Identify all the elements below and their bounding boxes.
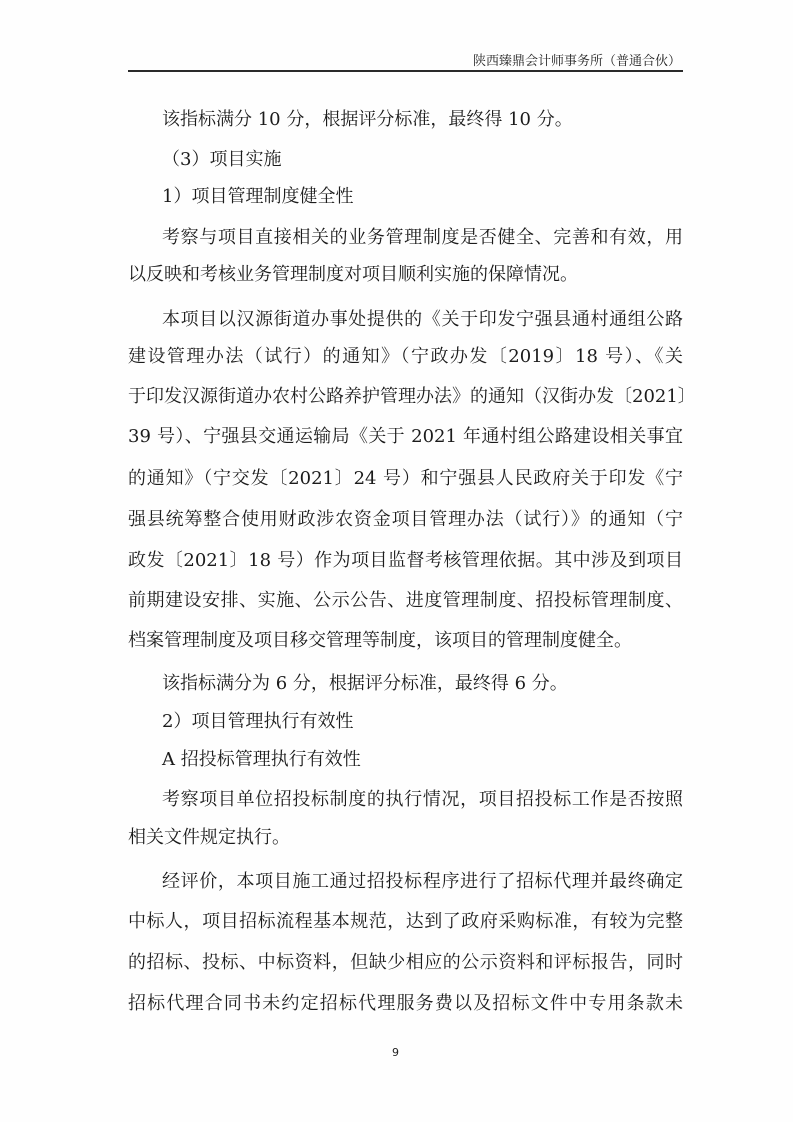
header-rule (128, 70, 683, 72)
text-line: 相关文件规定执行。 (128, 827, 290, 848)
text-line: 该指标满分 10 分，根据评分标准，最终得 10 分。 (162, 109, 573, 130)
text-line: 政发〔2021〕18 号）作为项目监督考核管理依据。其中涉及到项目 (128, 550, 683, 571)
header-firm-name: 陕西臻鼎会计师事务所（普通合伙） (472, 54, 681, 69)
page-number: 9 (392, 1046, 399, 1059)
text-line: 1）项目管理制度健全性 (162, 186, 354, 207)
text-line: 以反映和考核业务管理制度对项目顺利实施的保障情况。 (128, 264, 578, 285)
text-line: 的通知》（宁交发〔2021〕24 号）和宁强县人民政府关于印发《宁 (128, 468, 683, 489)
text-line: A 招投标管理执行有效性 (162, 749, 361, 770)
text-line: 2）项目管理执行有效性 (162, 711, 354, 732)
text-line: 强县统筹整合使用财政涉农资金项目管理办法（试行）》的通知（宁 (128, 509, 683, 530)
text-line: 该指标满分为 6 分，根据评分标准，最终得 6 分。 (162, 673, 568, 694)
text-line: 的招标、投标、中标资料，但缺少相应的公示资料和评标报告，同时 (128, 952, 683, 973)
text-line: 于印发汉源街道办农村公路养护管理办法》的通知（汉街办发〔2021〕 (128, 386, 696, 407)
text-line: 经评价，本项目施工通过招投标程序进行了招标代理并最终确定 (162, 871, 683, 892)
text-line: 招标代理合同书未约定招标代理服务费以及招标文件中专用条款未 (128, 993, 683, 1014)
text-line: 前期建设安排、实施、公示公告、进度管理制度、招投标管理制度、 (128, 590, 683, 611)
text-line: （3）项目实施 (162, 149, 282, 170)
text-line: 39 号）、宁强县交通运输局《关于 2021 年通村组公路建设相关事宜 (128, 426, 683, 447)
text-line: 考察与项目直接相关的业务管理制度是否健全、完善和有效，用 (162, 227, 683, 248)
text-line: 考察项目单位招投标制度的执行情况，项目招投标工作是否按照 (162, 789, 683, 810)
text-line: 档案管理制度及项目移交管理等制度，该项目的管理制度健全。 (128, 630, 632, 651)
text-line: 中标人，项目招标流程基本规范，达到了政府采购标准，有较为完整 (128, 911, 683, 932)
text-line: 本项目以汉源街道办事处提供的《关于印发宁强县通村通组公路 (162, 309, 683, 330)
text-line: 建设管理办法（试行）的通知》（宁政办发〔2019〕18 号）、《关 (128, 346, 683, 367)
